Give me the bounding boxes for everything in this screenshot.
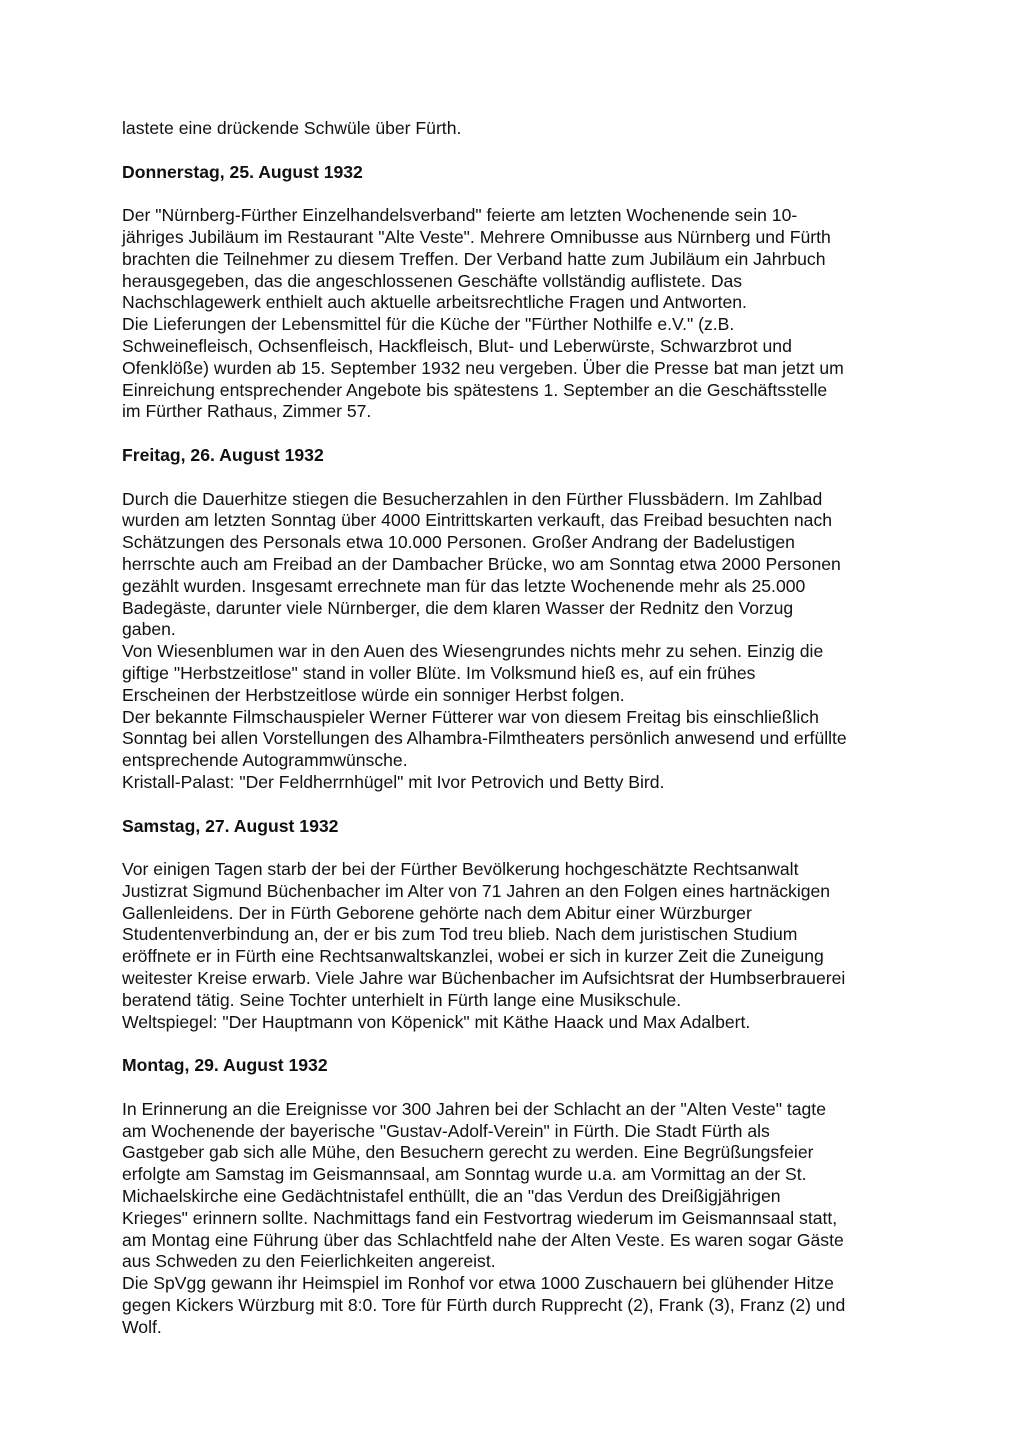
- document-page: [122, 118, 912, 1339]
- entry-paragraph: Der "Nürnberg-Fürther Einzelhandelsverband" feierte am letzten Wochenende sein 10- jähriges Jubiläum im Restaurant "Alte Veste". Mehrere Omnibusse aus Nürnberg und Fürth brachten die Teilnehmer zu diesem Treffen. Der Verband hatte zum Jubiläum ein Jahrbuch herausgegeben, das die angeschlossenen Geschäfte vollständig auflistete. Das Nachschlagewerk enthielt auch aktuelle arbeitsrechtliche Fragen und Antworten.: [122, 205, 831, 313]
- entry-paragraph: Weltspiegel: "Der Hauptmann von Köpenick" mit Käthe Haack und Max Adalbert.: [122, 1011, 751, 1032]
- entry-paragraph: In Erinnerung an die Ereignisse vor 300 Jahren bei der Schlacht an der "Alten Veste" tagte am Wochenende der bayerische "Gustav-Adolf-Verein" in Fürth. Die Stadt Fürth als Gastgeber gab sich alle Mühe, den Besuchern gerecht zu werden. Eine Begrüßungsfeier erfolgte am Samstag im Geismannsaal, am Sonntag wurde u.a. am Vormittag an der St. Michaelskirche eine Gedächtnistafel enthüllt, die an "das Verdun des Dreißigjährigen Krieges" erinnern sollte. Nachmittags fand ein Festvortrag wiederum im Geismannsaal statt, am Montag eine Führung über das Schlachtfeld nahe der Alten Veste. Es waren sogar Gäste aus Schweden zu den Feierlichkeiten angereist.: [122, 1098, 844, 1272]
- entry-paragraph: Die SpVgg gewann ihr Heimspiel im Ronhof vor etwa 1000 Zuschauern bei glühender Hitze gegen Kickers Würzburg mit 8:0. Tore für Fürth durch Rupprecht (2), Frank (3), Franz (2) und Wolf.: [122, 1273, 846, 1337]
- spacer: [122, 837, 912, 859]
- entry-heading: Samstag, 27. August 1932: [122, 815, 339, 836]
- entry-thursday: [122, 162, 912, 424]
- entry-heading: Freitag, 26. August 1932: [122, 444, 324, 465]
- intro-text: lastete eine drückende Schwüle über Fürth.: [122, 118, 462, 138]
- entry-paragraph: Von Wiesenblumen war in den Auen des Wiesengrundes nichts mehr zu sehen. Einzig die giftige "Herbstzeitlose" stand in voller Blüte. Im Volksmund hieß es, auf ein frühes Erscheinen der Herbstzeitlose würde ein sonniger Herbst folgen.: [122, 641, 824, 705]
- spacer: [122, 1033, 912, 1055]
- spacer: [122, 794, 912, 816]
- entry-paragraph: Der bekannte Filmschauspieler Werner Fütterer war von diesem Freitag bis einschließlich Sonntag bei allen Vorstellungen des Alhambra-Filmtheaters persönlich anwesend und erfüllte entsprechende Autogrammwünsche.: [122, 706, 847, 771]
- entry-saturday: [122, 816, 912, 1034]
- entry-friday: [122, 445, 912, 794]
- entry-heading: Montag, 29. August 1932: [122, 1055, 328, 1076]
- entry-paragraph: Vor einigen Tagen starb der bei der Fürther Bevölkerung hochgeschätzte Rechtsanwalt Justizrat Sigmund Büchenbacher im Alter von 71 Jahren an den Folgen eines hartnäckigen Gallenleidens. Der in Fürth Geborene gehörte nach dem Abitur einer Würzburger Studentenverbindung an, der er bis zum Tod treu blieb. Nach dem juristischen Studium eröffnete er in Fürth eine Rechtsanwaltskanzlei, wobei er sich in kurzer Zeit die Zuneigung weitester Kreise erwarb. Viele Jahre war Büchenbacher im Aufsichtsrat der Humbserbrauerei beratend tätig. Seine Tochter unterhielt in Fürth lange eine Musikschule.: [122, 859, 846, 1010]
- entry-paragraph: Kristall-Palast: "Der Feldherrnhügel" mit Ivor Petrovich und Betty Bird.: [122, 771, 665, 792]
- entry-monday: [122, 1055, 912, 1338]
- spacer: [122, 183, 912, 205]
- entry-paragraph: Die Lieferungen der Lebensmittel für die Küche der "Fürther Nothilfe e.V." (z.B. Schweinefleisch, Ochsenfleisch, Hackfleisch, Blut- und Leberwürste, Schwarzbrot und Ofenklöße) wurden ab 15. September 1932 neu vergeben. Über die Presse bat man jetzt um Einreichung entsprechender Angebote bis spätestens 1. September an die Geschäftsstelle im Fürther Rathaus, Zimmer 57.: [122, 314, 844, 422]
- spacer: [122, 423, 912, 445]
- spacer: [122, 140, 912, 162]
- spacer: [122, 1077, 912, 1099]
- entry-paragraph: Durch die Dauerhitze stiegen die Besucherzahlen in den Fürther Flussbädern. Im Zahlbad wurden am letzten Sonntag über 4000 Eintrittskarten verkauft, das Freibad besuchten nach Schätzungen des Personals etwa 10.000 Personen. Großer Andrang der Badelustigen herrschte auch am Freibad an der Dambacher Brücke, wo am Sonntag etwa 2000 Personen gezählt wurden. Insgesamt errechnete man für das letzte Wochenende mehr als 25.000 Badegäste, darunter viele Nürnberger, die dem klaren Wasser der Rednitz den Vorzug gaben.: [122, 488, 841, 640]
- spacer: [122, 467, 912, 489]
- entry-heading: Donnerstag, 25. August 1932: [122, 161, 363, 182]
